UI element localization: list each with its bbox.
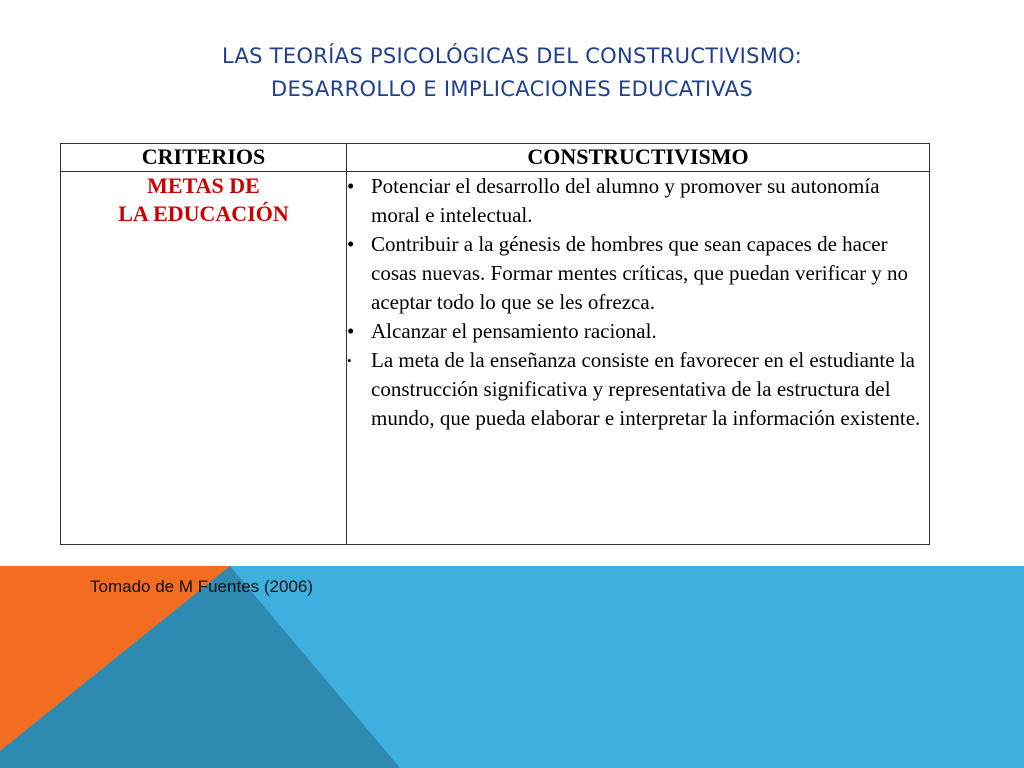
criterion-cell	[61, 172, 347, 545]
header-constructivismo: CONSTRUCTIVISMO	[347, 144, 930, 172]
slide-title	[0, 40, 1024, 106]
source-citation: Tomado de M Fuentes (2006)	[90, 577, 314, 596]
goals-cell	[347, 172, 930, 545]
criterion-line-2: LA EDUCACIÓN	[118, 201, 289, 226]
bullet-marker: •	[347, 232, 355, 256]
goal-text: La meta de la enseñanza consiste en favorecer en el estudiante la construcción significativa y representativa de la estructura del mundo, que pueda elaborar e interpretar la información existente.	[371, 348, 921, 430]
goal-item	[347, 317, 929, 346]
goal-text: Contribuir a la génesis de hombres que sean capaces de hacer cosas nuevas. Formar mentes críticas, que puedan verificar y no aceptar todo lo que se les ofrezca.	[371, 232, 909, 314]
header-criterios: CRITERIOS	[61, 144, 347, 172]
goal-item	[347, 172, 929, 230]
bullet-marker: •	[347, 319, 355, 343]
table-row	[61, 172, 930, 545]
bullet-marker: •	[347, 174, 355, 198]
goals-list	[347, 172, 929, 433]
goal-item	[347, 230, 929, 317]
title-line-1: LAS TEORÍAS PSICOLÓGICAS DEL CONSTRUCTIVISMO:	[222, 44, 802, 68]
title-line-2: DESARROLLO E IMPLICACIONES EDUCATIVAS	[271, 77, 753, 101]
goal-text: Alcanzar el pensamiento racional.	[371, 319, 657, 343]
criteria-table	[60, 143, 930, 545]
bullet-marker: •	[347, 353, 352, 368]
goal-item	[347, 346, 929, 433]
goal-text: Potenciar el desarrollo del alumno y promover su autonomía moral e intelectual.	[371, 174, 880, 227]
table-header-row	[61, 144, 930, 172]
criterion-line-1: METAS DE	[147, 173, 260, 198]
